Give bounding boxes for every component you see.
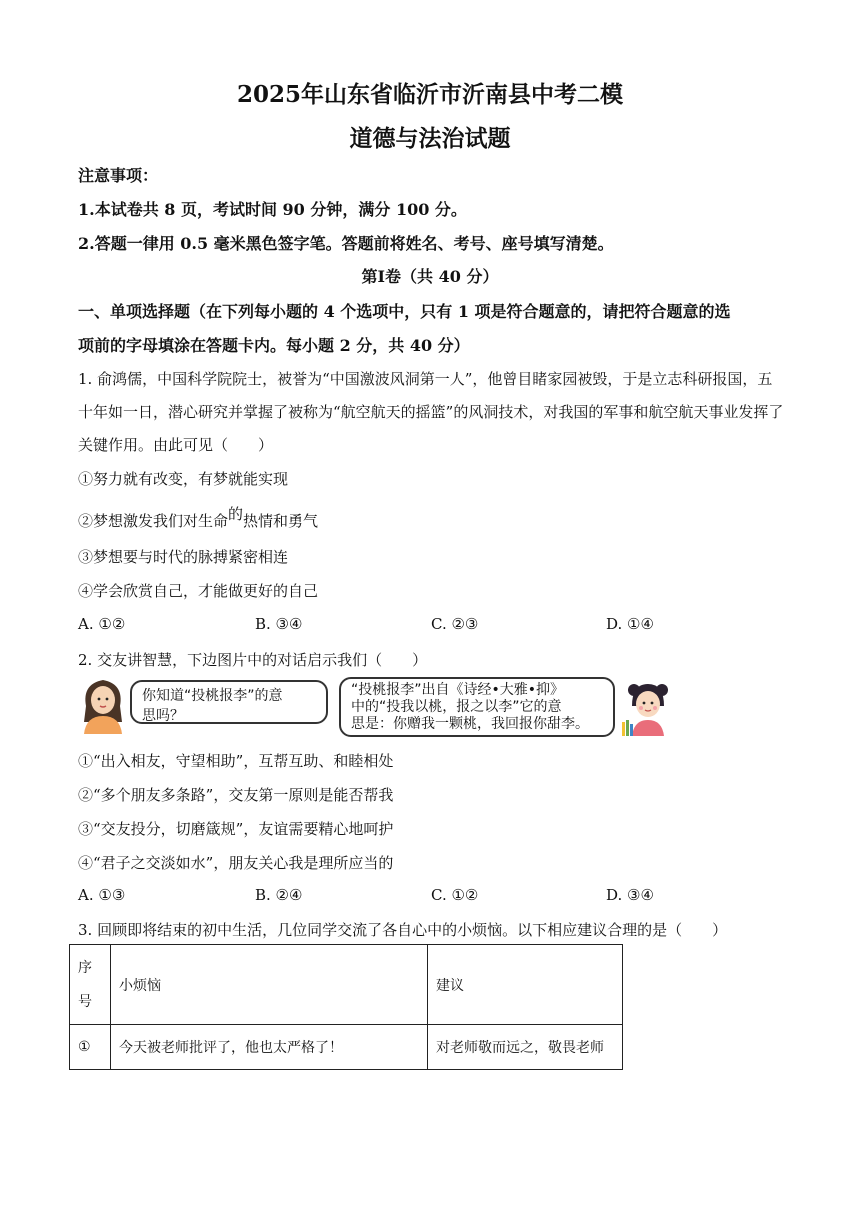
q1-stem-line2: 十年如一日，潜心研究并掌握了被称为“航空航天的摇篮”的风洞技术，对我国的军事和航空航天事业发挥了: [78, 403, 784, 421]
q3-table-header-no-part2: 号: [78, 993, 92, 1010]
notice-item-2: 2.答题一律用 0.5 毫米黑色签字笔。答题前将姓名、考号、座号填写清楚。: [78, 234, 614, 253]
q3-table-row1-trouble: 今天被老师批评了，他也太严格了！: [111, 1025, 428, 1070]
section-instruction-line2: 项前的字母填涂在答题卡内。每小题 2 分，共 40 分）: [78, 336, 470, 355]
q1-statement-2-raised-char: 的: [228, 505, 244, 523]
exam-title: 2025年山东省临沂市沂南县中考二模: [236, 81, 623, 108]
q3-table-row1-no: ①: [70, 1025, 111, 1070]
q1-option-c[interactable]: C. ②③: [431, 615, 479, 633]
q3-table-row1-advice: 对老师敬而远之，敬畏老师: [428, 1025, 623, 1070]
table-row: [70, 1025, 623, 1070]
girl-left-illustration: [80, 676, 126, 734]
q3-table-header-no: [70, 945, 111, 1025]
q2-statement-4: ④“君子之交淡如水”，朋友关心我是理所应当的: [78, 854, 394, 872]
girl-right-illustration: [620, 678, 676, 736]
q2-stem: 2. 交友讲智慧，下边图片中的对话启示我们（ ）: [78, 651, 428, 669]
q1-option-d[interactable]: D. ①④: [606, 615, 654, 633]
q1-option-a[interactable]: A. ①②: [78, 615, 126, 633]
q1-statement-2-part-a: ②梦想激发我们对生命: [78, 512, 229, 530]
speech-bubble-right-line3: 思是：你赠我一颗桃，我回报你甜李。: [351, 716, 589, 732]
q1-statement-2-part-c: 热情和勇气: [243, 512, 319, 530]
q2-option-c[interactable]: C. ①②: [431, 886, 479, 904]
q1-option-b[interactable]: B. ③④: [255, 615, 303, 633]
exam-subject-title: 道德与法治试题: [349, 125, 511, 152]
q3-table: [69, 944, 623, 1070]
q3-table-header-no-part1: 序: [78, 959, 92, 976]
q3-stem: 3. 回顾即将结束的初中生活，几位同学交流了各自心中的小烦恼。以下相应建议合理的是（ ）: [78, 921, 728, 939]
q3-table-header-advice: 建议: [428, 945, 623, 1025]
speech-bubble-right-line1: “投桃报李”出自《诗经•大雅•抑》: [351, 682, 565, 698]
volume-heading: 第Ⅰ卷（共 40 分）: [361, 267, 499, 286]
q1-statement-4: ④学会欣赏自己，才能做更好的自己: [78, 582, 319, 600]
speech-bubble-left: [130, 680, 328, 724]
notice-item-1: 1.本试卷共 8 页，考试时间 90 分钟，满分 100 分。: [78, 200, 467, 219]
q2-option-d[interactable]: D. ③④: [606, 886, 654, 904]
q1-statement-1: ①努力就有改变，有梦就能实现: [78, 470, 289, 488]
speech-bubble-left-line2: 思吗？: [142, 708, 184, 724]
speech-bubble-right: [339, 677, 615, 737]
notice-heading: 注意事项：: [78, 166, 159, 185]
q1-statement-2: [78, 505, 319, 531]
q1-stem-line3: 关键作用。由此可见（ ）: [78, 436, 274, 454]
q2-option-a[interactable]: A. ①③: [78, 886, 126, 904]
q1-stem-line1: 1. 俞鸿儒，中国科学院院士，被誉为“中国激波风洞第一人”，他曾目睹家园被毁，于是立志科研报国，五: [78, 370, 773, 388]
speech-bubble-left-line1: 你知道“投桃报李”的意: [142, 688, 283, 704]
section-instruction-line1: 一、单项选择题（在下列每小题的 4 个选项中，只有 1 项是符合题意的，请把符合题意的选: [78, 302, 731, 321]
q2-option-b[interactable]: B. ②④: [255, 886, 303, 904]
speech-bubble-right-line2: 中的“投我以桃，报之以李”它的意: [351, 699, 562, 715]
q3-table-header-trouble: 小烦恼: [111, 945, 428, 1025]
q2-statement-3: ③“交友投分，切磨箴规”，友谊需要精心地呵护: [78, 820, 394, 838]
q2-statement-1: ①“出入相友，守望相助”，互帮互助、和睦相处: [78, 752, 394, 770]
q1-statement-3: ③梦想要与时代的脉搏紧密相连: [78, 548, 289, 566]
q2-statement-2: ②“多个朋友多条路”，交友第一原则是能否帮我: [78, 786, 394, 804]
q3-table-header-row: [70, 945, 623, 1025]
